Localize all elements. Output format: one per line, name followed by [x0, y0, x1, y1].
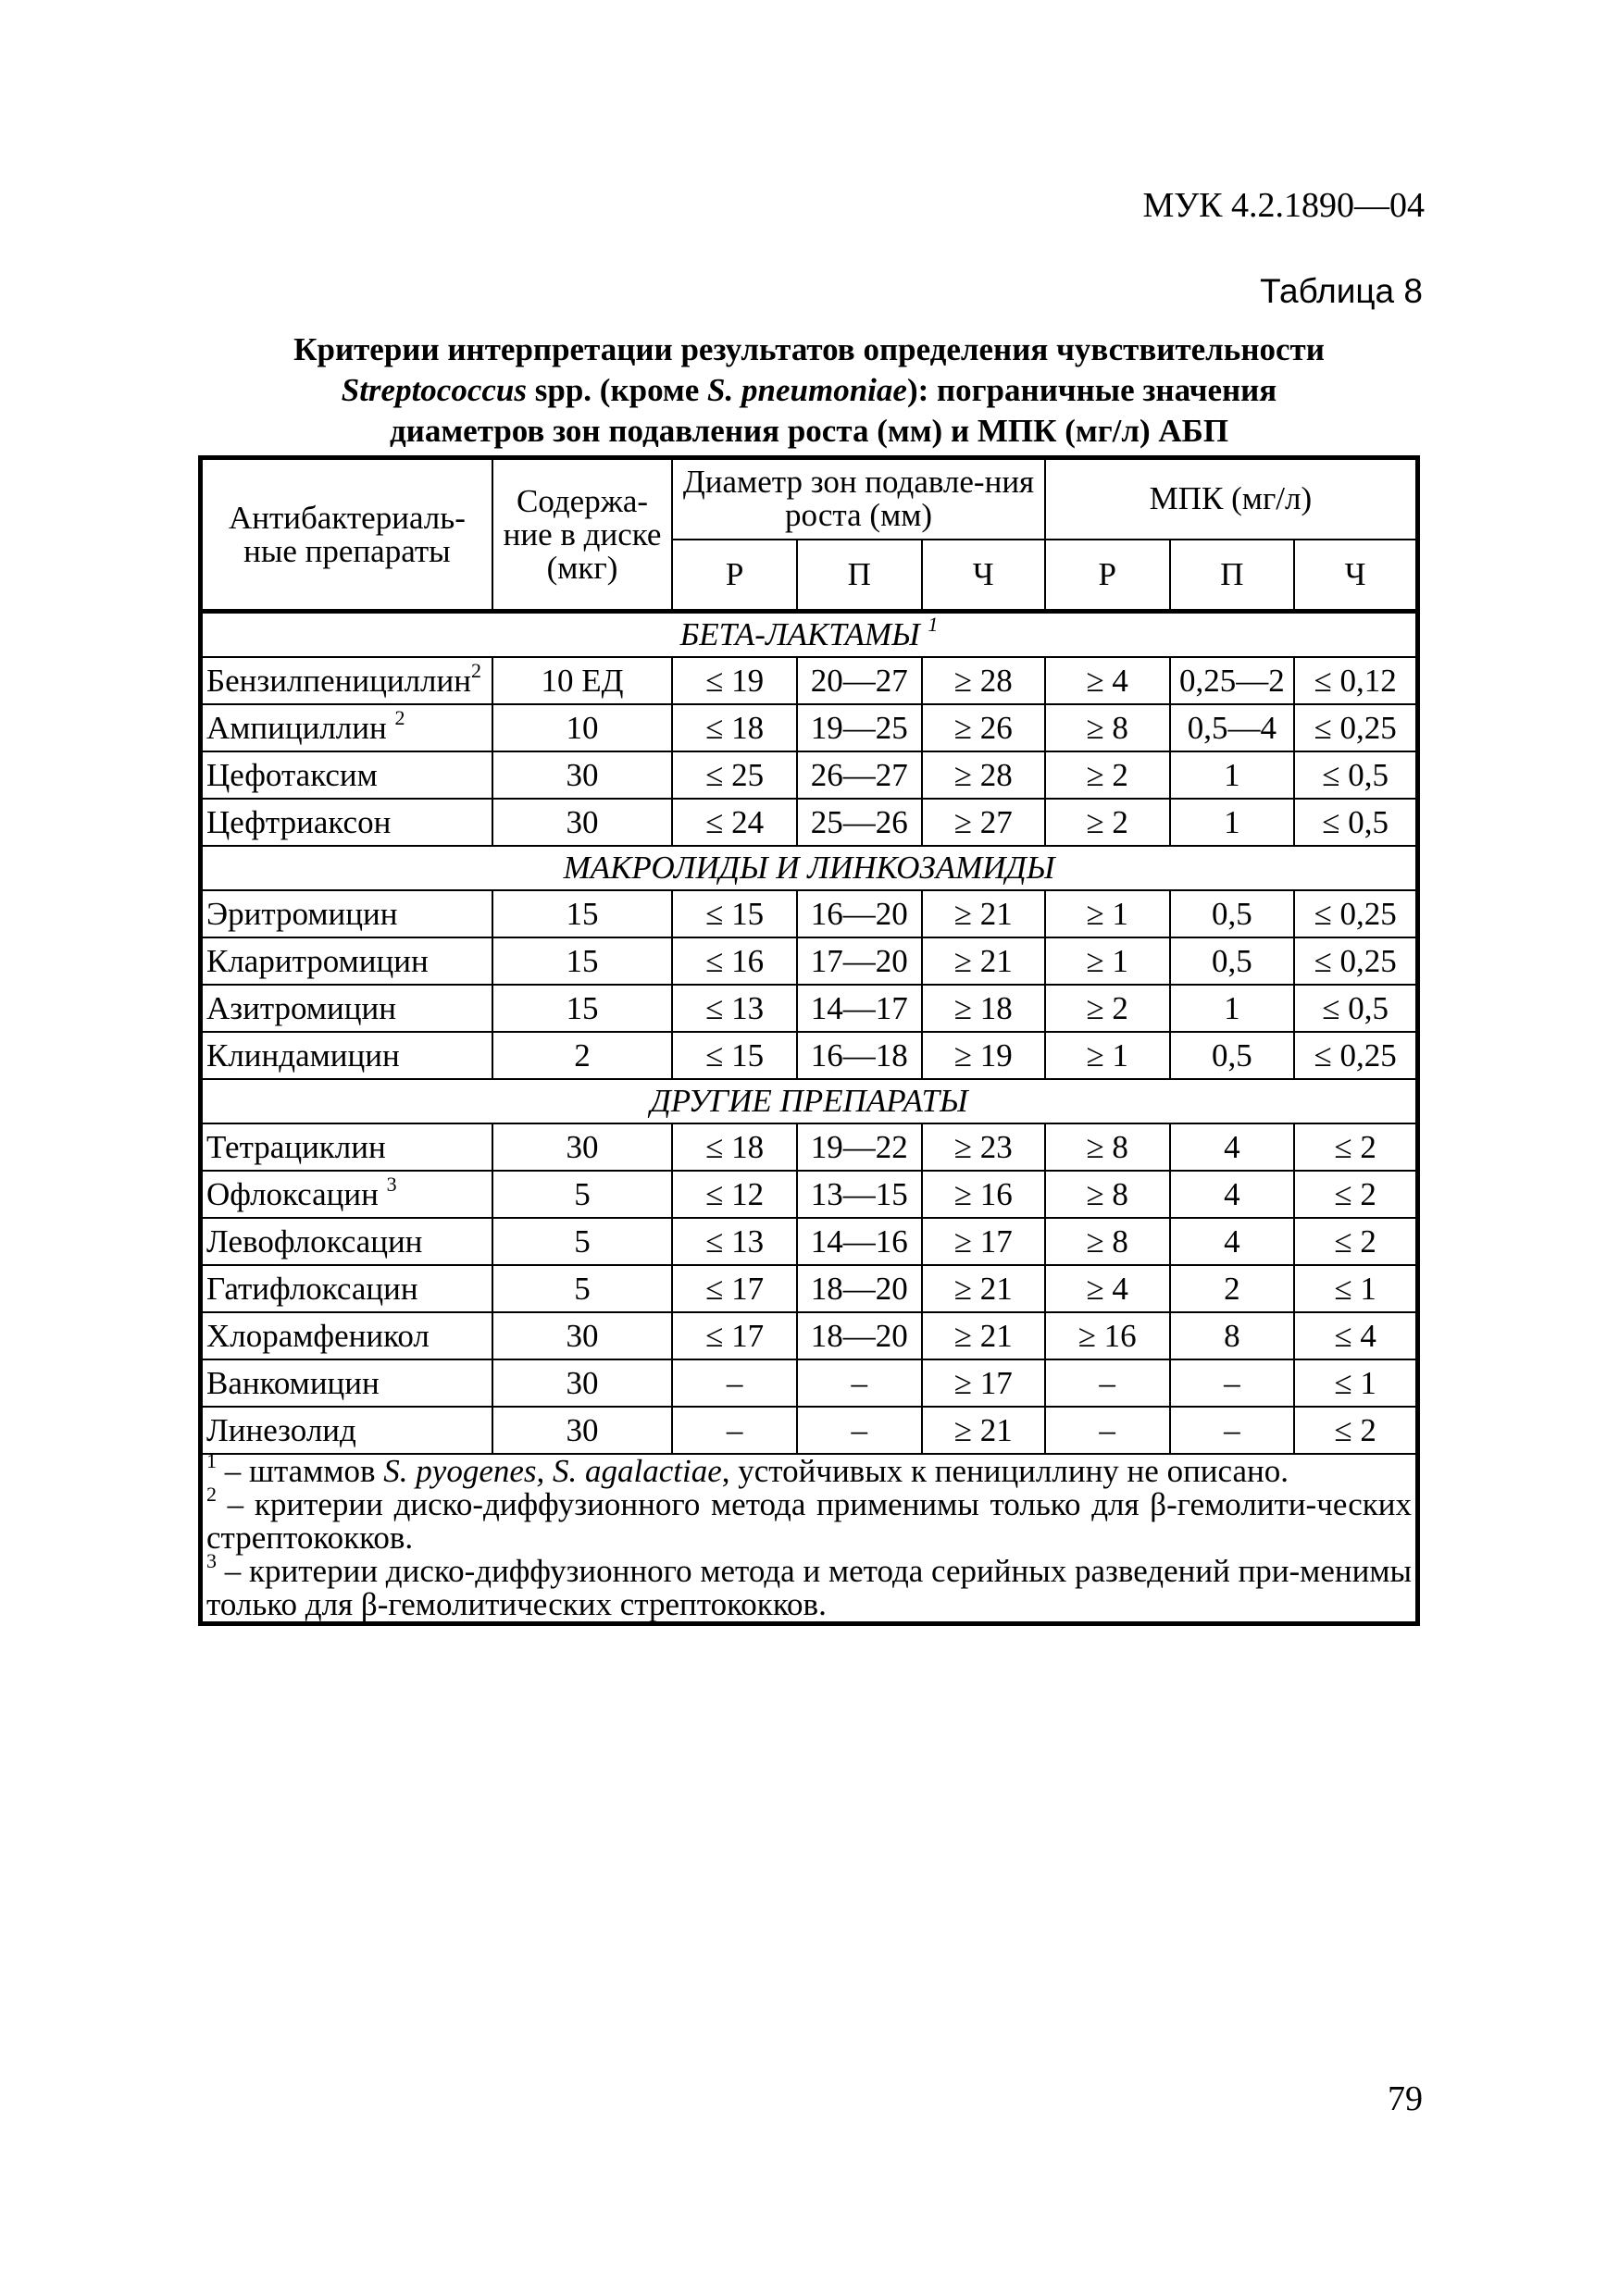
zone-ch-cell: ≥ 21 [922, 1265, 1045, 1312]
table-row [201, 1171, 1418, 1218]
disk-content-cell: 30 [492, 799, 672, 846]
zone-ch-cell: ≥ 21 [922, 1407, 1045, 1454]
drug-name: Цефтриаксон [206, 803, 392, 840]
zone-r-cell: ≤ 15 [672, 1032, 797, 1079]
table-row [201, 1312, 1418, 1359]
drug-name-cell [201, 1123, 492, 1171]
mic-p-cell: 1 [1170, 751, 1295, 799]
disk-content-cell: 30 [492, 1312, 672, 1359]
zone-r-cell: ≤ 13 [672, 1218, 797, 1265]
note-2-text: – критерии диско-диффузионного метода применимы только для β-гемолити-ческих стрептококков. [206, 1486, 1412, 1556]
zone-p-cell: 14—16 [797, 1218, 922, 1265]
note-2 [206, 1483, 1412, 1556]
mic-p-cell: 8 [1170, 1312, 1295, 1359]
zone-ch-cell: ≥ 23 [922, 1123, 1045, 1171]
note-3-text: – критерии диско-диффузионного метода и метода серийных разведений при-менимы только для β-гемолитических стрептококков. [206, 1553, 1412, 1622]
drug-name-cell [201, 704, 492, 751]
disk-content-cell: 2 [492, 1032, 672, 1079]
document-code: МУК 4.2.1890—04 [1142, 186, 1425, 225]
mic-r-cell: ≥ 8 [1045, 1123, 1170, 1171]
zone-p-cell: 17—20 [797, 937, 922, 985]
mic-ch-cell: ≤ 2 [1294, 1407, 1417, 1454]
drug-name-cell [201, 1265, 492, 1312]
zone-r-cell: ≤ 17 [672, 1312, 797, 1359]
mic-p-cell: 0,25—2 [1170, 657, 1295, 704]
header-mic-r: Р [1045, 540, 1170, 612]
zone-r-cell: ≤ 19 [672, 657, 797, 704]
mic-r-cell: ≥ 16 [1045, 1312, 1170, 1359]
header-zone-ch: Ч [922, 540, 1045, 612]
note-1-text-a: – штаммов [217, 1453, 384, 1489]
zone-ch-cell: ≥ 28 [922, 751, 1045, 799]
title-text-b: ): пограничные значения [906, 372, 1277, 408]
mic-p-cell: – [1170, 1359, 1295, 1407]
mic-ch-cell: ≤ 0,5 [1294, 985, 1417, 1032]
drug-name-cell [201, 799, 492, 846]
page-number: 79 [1388, 2079, 1423, 2118]
table-row [201, 751, 1418, 799]
header-mic-ch: Ч [1294, 540, 1417, 612]
zone-p-cell: 16—20 [797, 890, 922, 937]
title-line-2 [198, 370, 1420, 411]
note-1 [206, 1449, 1412, 1489]
mic-p-cell: 0,5—4 [1170, 704, 1295, 751]
table-row [201, 799, 1418, 846]
zone-r-cell: – [672, 1359, 797, 1407]
drug-footnote-marker: 2 [470, 658, 481, 682]
mic-r-cell: ≥ 8 [1045, 1171, 1170, 1218]
note-3-marker: 3 [206, 1549, 217, 1573]
zone-r-cell: ≤ 18 [672, 704, 797, 751]
drug-name-cell [201, 1171, 492, 1218]
mic-r-cell: ≥ 8 [1045, 704, 1170, 751]
zone-r-cell: ≤ 18 [672, 1123, 797, 1171]
zone-p-cell: 26—27 [797, 751, 922, 799]
zone-ch-cell: ≥ 26 [922, 704, 1045, 751]
note-1-marker: 1 [206, 1449, 217, 1473]
section-title [201, 846, 1418, 890]
header-disk-content: Содержа-ние в диске (мкг) [492, 458, 672, 612]
mic-ch-cell: ≤ 0,25 [1294, 1032, 1417, 1079]
mic-r-cell: ≥ 4 [1045, 657, 1170, 704]
table-row [201, 890, 1418, 937]
disk-content-cell: 10 ЕД [492, 657, 672, 704]
drug-name-cell [201, 1032, 492, 1079]
drug-name-cell [201, 1407, 492, 1454]
section-title-text: ДРУГИЕ ПРЕПАРАТЫ [650, 1083, 968, 1119]
drug-name: Тетрациклин [206, 1128, 386, 1165]
section-title [201, 1079, 1418, 1123]
table-row [201, 1032, 1418, 1079]
drug-name: Бензилпенициллин [206, 662, 471, 699]
table-row [201, 657, 1418, 704]
section-footnote-marker: 1 [928, 613, 939, 637]
header-drug: Антибактериаль-ные препараты [201, 458, 492, 612]
header-zone-diameter: Диаметр зон подавле-ния роста (мм) [672, 458, 1045, 540]
zone-r-cell: ≤ 25 [672, 751, 797, 799]
drug-footnote-marker: 3 [386, 1172, 397, 1196]
mic-ch-cell: ≤ 0,25 [1294, 890, 1417, 937]
mic-p-cell: 0,5 [1170, 890, 1295, 937]
mic-p-cell: 4 [1170, 1171, 1295, 1218]
title-species: S. pneumoniae [707, 372, 907, 408]
mic-r-cell: ≥ 4 [1045, 1265, 1170, 1312]
mic-r-cell: ≥ 2 [1045, 799, 1170, 846]
drug-name-cell [201, 937, 492, 985]
mic-ch-cell: ≤ 0,5 [1294, 799, 1417, 846]
mic-ch-cell: ≤ 2 [1294, 1171, 1417, 1218]
mic-r-cell: ≥ 2 [1045, 751, 1170, 799]
drug-name-cell [201, 890, 492, 937]
mic-ch-cell: ≤ 4 [1294, 1312, 1417, 1359]
zone-p-cell: 25—26 [797, 799, 922, 846]
title-text-a: spp. (кроме [527, 372, 708, 408]
table-row [201, 1407, 1418, 1454]
zone-ch-cell: ≥ 19 [922, 1032, 1045, 1079]
drug-name-cell [201, 985, 492, 1032]
disk-content-cell: 15 [492, 890, 672, 937]
zone-ch-cell: ≥ 16 [922, 1171, 1045, 1218]
mic-r-cell: ≥ 2 [1045, 985, 1170, 1032]
drug-name-cell [201, 1218, 492, 1265]
zone-p-cell: 18—20 [797, 1265, 922, 1312]
note-1-text-b: , устойчивых к пенициллину не описано. [721, 1453, 1289, 1489]
zone-p-cell: – [797, 1407, 922, 1454]
disk-content-cell: 30 [492, 1123, 672, 1171]
drug-name: Клиндамицин [206, 1036, 400, 1074]
disk-content-cell: 10 [492, 704, 672, 751]
table-row [201, 1218, 1418, 1265]
header-mic: МПК (мг/л) [1045, 458, 1418, 540]
section-title-text: МАКРОЛИДЫ И ЛИНКОЗАМИДЫ [563, 850, 1055, 886]
drug-name: Офлоксацин [206, 1175, 379, 1212]
mic-r-cell: – [1045, 1359, 1170, 1407]
table-title [198, 329, 1420, 452]
table-row [201, 1265, 1418, 1312]
zone-ch-cell: ≥ 28 [922, 657, 1045, 704]
table-row [201, 937, 1418, 985]
table-row [201, 1359, 1418, 1407]
zone-p-cell: 13—15 [797, 1171, 922, 1218]
section-title [201, 612, 1418, 658]
mic-r-cell: – [1045, 1407, 1170, 1454]
mic-r-cell: ≥ 1 [1045, 890, 1170, 937]
mic-r-cell: ≥ 1 [1045, 1032, 1170, 1079]
zone-ch-cell: ≥ 17 [922, 1359, 1045, 1407]
zone-ch-cell: ≥ 17 [922, 1218, 1045, 1265]
note-1-species: S. pyogenes, S. agalactiae [383, 1453, 722, 1489]
zone-p-cell: 19—25 [797, 704, 922, 751]
drug-name-cell [201, 751, 492, 799]
mic-ch-cell: ≤ 2 [1294, 1123, 1417, 1171]
drug-name: Ампициллин [206, 709, 387, 746]
note-2-marker: 2 [206, 1483, 217, 1507]
zone-ch-cell: ≥ 21 [922, 1312, 1045, 1359]
mic-p-cell: 2 [1170, 1265, 1295, 1312]
drug-name: Линезолид [206, 1411, 356, 1448]
drug-name: Хлорамфеникол [206, 1317, 430, 1354]
zone-ch-cell: ≥ 27 [922, 799, 1045, 846]
disk-content-cell: 30 [492, 1407, 672, 1454]
zone-p-cell: 16—18 [797, 1032, 922, 1079]
mic-p-cell: 4 [1170, 1218, 1295, 1265]
disk-content-cell: 5 [492, 1171, 672, 1218]
zone-r-cell: ≤ 12 [672, 1171, 797, 1218]
table-number: Таблица 8 [1260, 272, 1423, 310]
drug-footnote-marker: 2 [394, 705, 405, 729]
drug-name-cell [201, 1312, 492, 1359]
section-row [201, 846, 1418, 890]
zone-r-cell: ≤ 13 [672, 985, 797, 1032]
mic-p-cell: 0,5 [1170, 937, 1295, 985]
mic-p-cell: 1 [1170, 985, 1295, 1032]
zone-ch-cell: ≥ 21 [922, 890, 1045, 937]
zone-p-cell: 19—22 [797, 1123, 922, 1171]
zone-r-cell: ≤ 15 [672, 890, 797, 937]
disk-content-cell: 30 [492, 1359, 672, 1407]
zone-p-cell: 20—27 [797, 657, 922, 704]
zone-p-cell: – [797, 1359, 922, 1407]
header-zone-p: П [797, 540, 922, 612]
zone-r-cell: ≤ 24 [672, 799, 797, 846]
table-notes [201, 1449, 1418, 1624]
title-genus: Streptococcus [341, 372, 527, 408]
drug-name-cell [201, 1359, 492, 1407]
mic-ch-cell: ≤ 0,12 [1294, 657, 1417, 704]
mic-p-cell: 0,5 [1170, 1032, 1295, 1079]
zone-r-cell: ≤ 17 [672, 1265, 797, 1312]
zone-r-cell: – [672, 1407, 797, 1454]
table-row [201, 704, 1418, 751]
section-title-text: БЕТА-ЛАКТАМЫ [679, 616, 920, 652]
disk-content-cell: 15 [492, 985, 672, 1032]
drug-name: Азитромицин [206, 989, 396, 1026]
mic-ch-cell: ≤ 0,25 [1294, 937, 1417, 985]
zone-ch-cell: ≥ 21 [922, 937, 1045, 985]
mic-r-cell: ≥ 8 [1045, 1218, 1170, 1265]
drug-name: Левофлоксацин [206, 1222, 423, 1260]
title-line-1: Критерии интерпретации результатов определения чувствительности [293, 331, 1325, 367]
mic-ch-cell: ≤ 0,25 [1294, 704, 1417, 751]
mic-p-cell: 4 [1170, 1123, 1295, 1171]
drug-name: Ванкомицин [206, 1364, 380, 1401]
table-row [201, 1123, 1418, 1171]
drug-name: Цефотаксим [206, 756, 378, 793]
table-row [201, 985, 1418, 1032]
zone-r-cell: ≤ 16 [672, 937, 797, 985]
criteria-table [198, 455, 1420, 1626]
mic-ch-cell: ≤ 1 [1294, 1265, 1417, 1312]
note-3 [206, 1549, 1412, 1622]
section-row [201, 612, 1418, 658]
title-line-3: диаметров зон подавления роста (мм) и МПК (мг/л) АБП [389, 413, 1229, 449]
section-row [201, 1079, 1418, 1123]
disk-content-cell: 5 [492, 1218, 672, 1265]
drug-name: Гатифлоксацин [206, 1270, 418, 1307]
zone-ch-cell: ≥ 18 [922, 985, 1045, 1032]
drug-name: Эритромицин [206, 895, 398, 932]
header-mic-p: П [1170, 540, 1295, 612]
mic-ch-cell: ≤ 2 [1294, 1218, 1417, 1265]
zone-p-cell: 14—17 [797, 985, 922, 1032]
drug-name: Кларитромицин [206, 942, 429, 979]
zone-p-cell: 18—20 [797, 1312, 922, 1359]
mic-p-cell: 1 [1170, 799, 1295, 846]
disk-content-cell: 30 [492, 751, 672, 799]
mic-ch-cell: ≤ 1 [1294, 1359, 1417, 1407]
table-body [201, 612, 1418, 1455]
mic-p-cell: – [1170, 1407, 1295, 1454]
header-zone-r: Р [672, 540, 797, 612]
disk-content-cell: 15 [492, 937, 672, 985]
mic-r-cell: ≥ 1 [1045, 937, 1170, 985]
disk-content-cell: 5 [492, 1265, 672, 1312]
drug-name-cell [201, 657, 492, 704]
mic-ch-cell: ≤ 0,5 [1294, 751, 1417, 799]
